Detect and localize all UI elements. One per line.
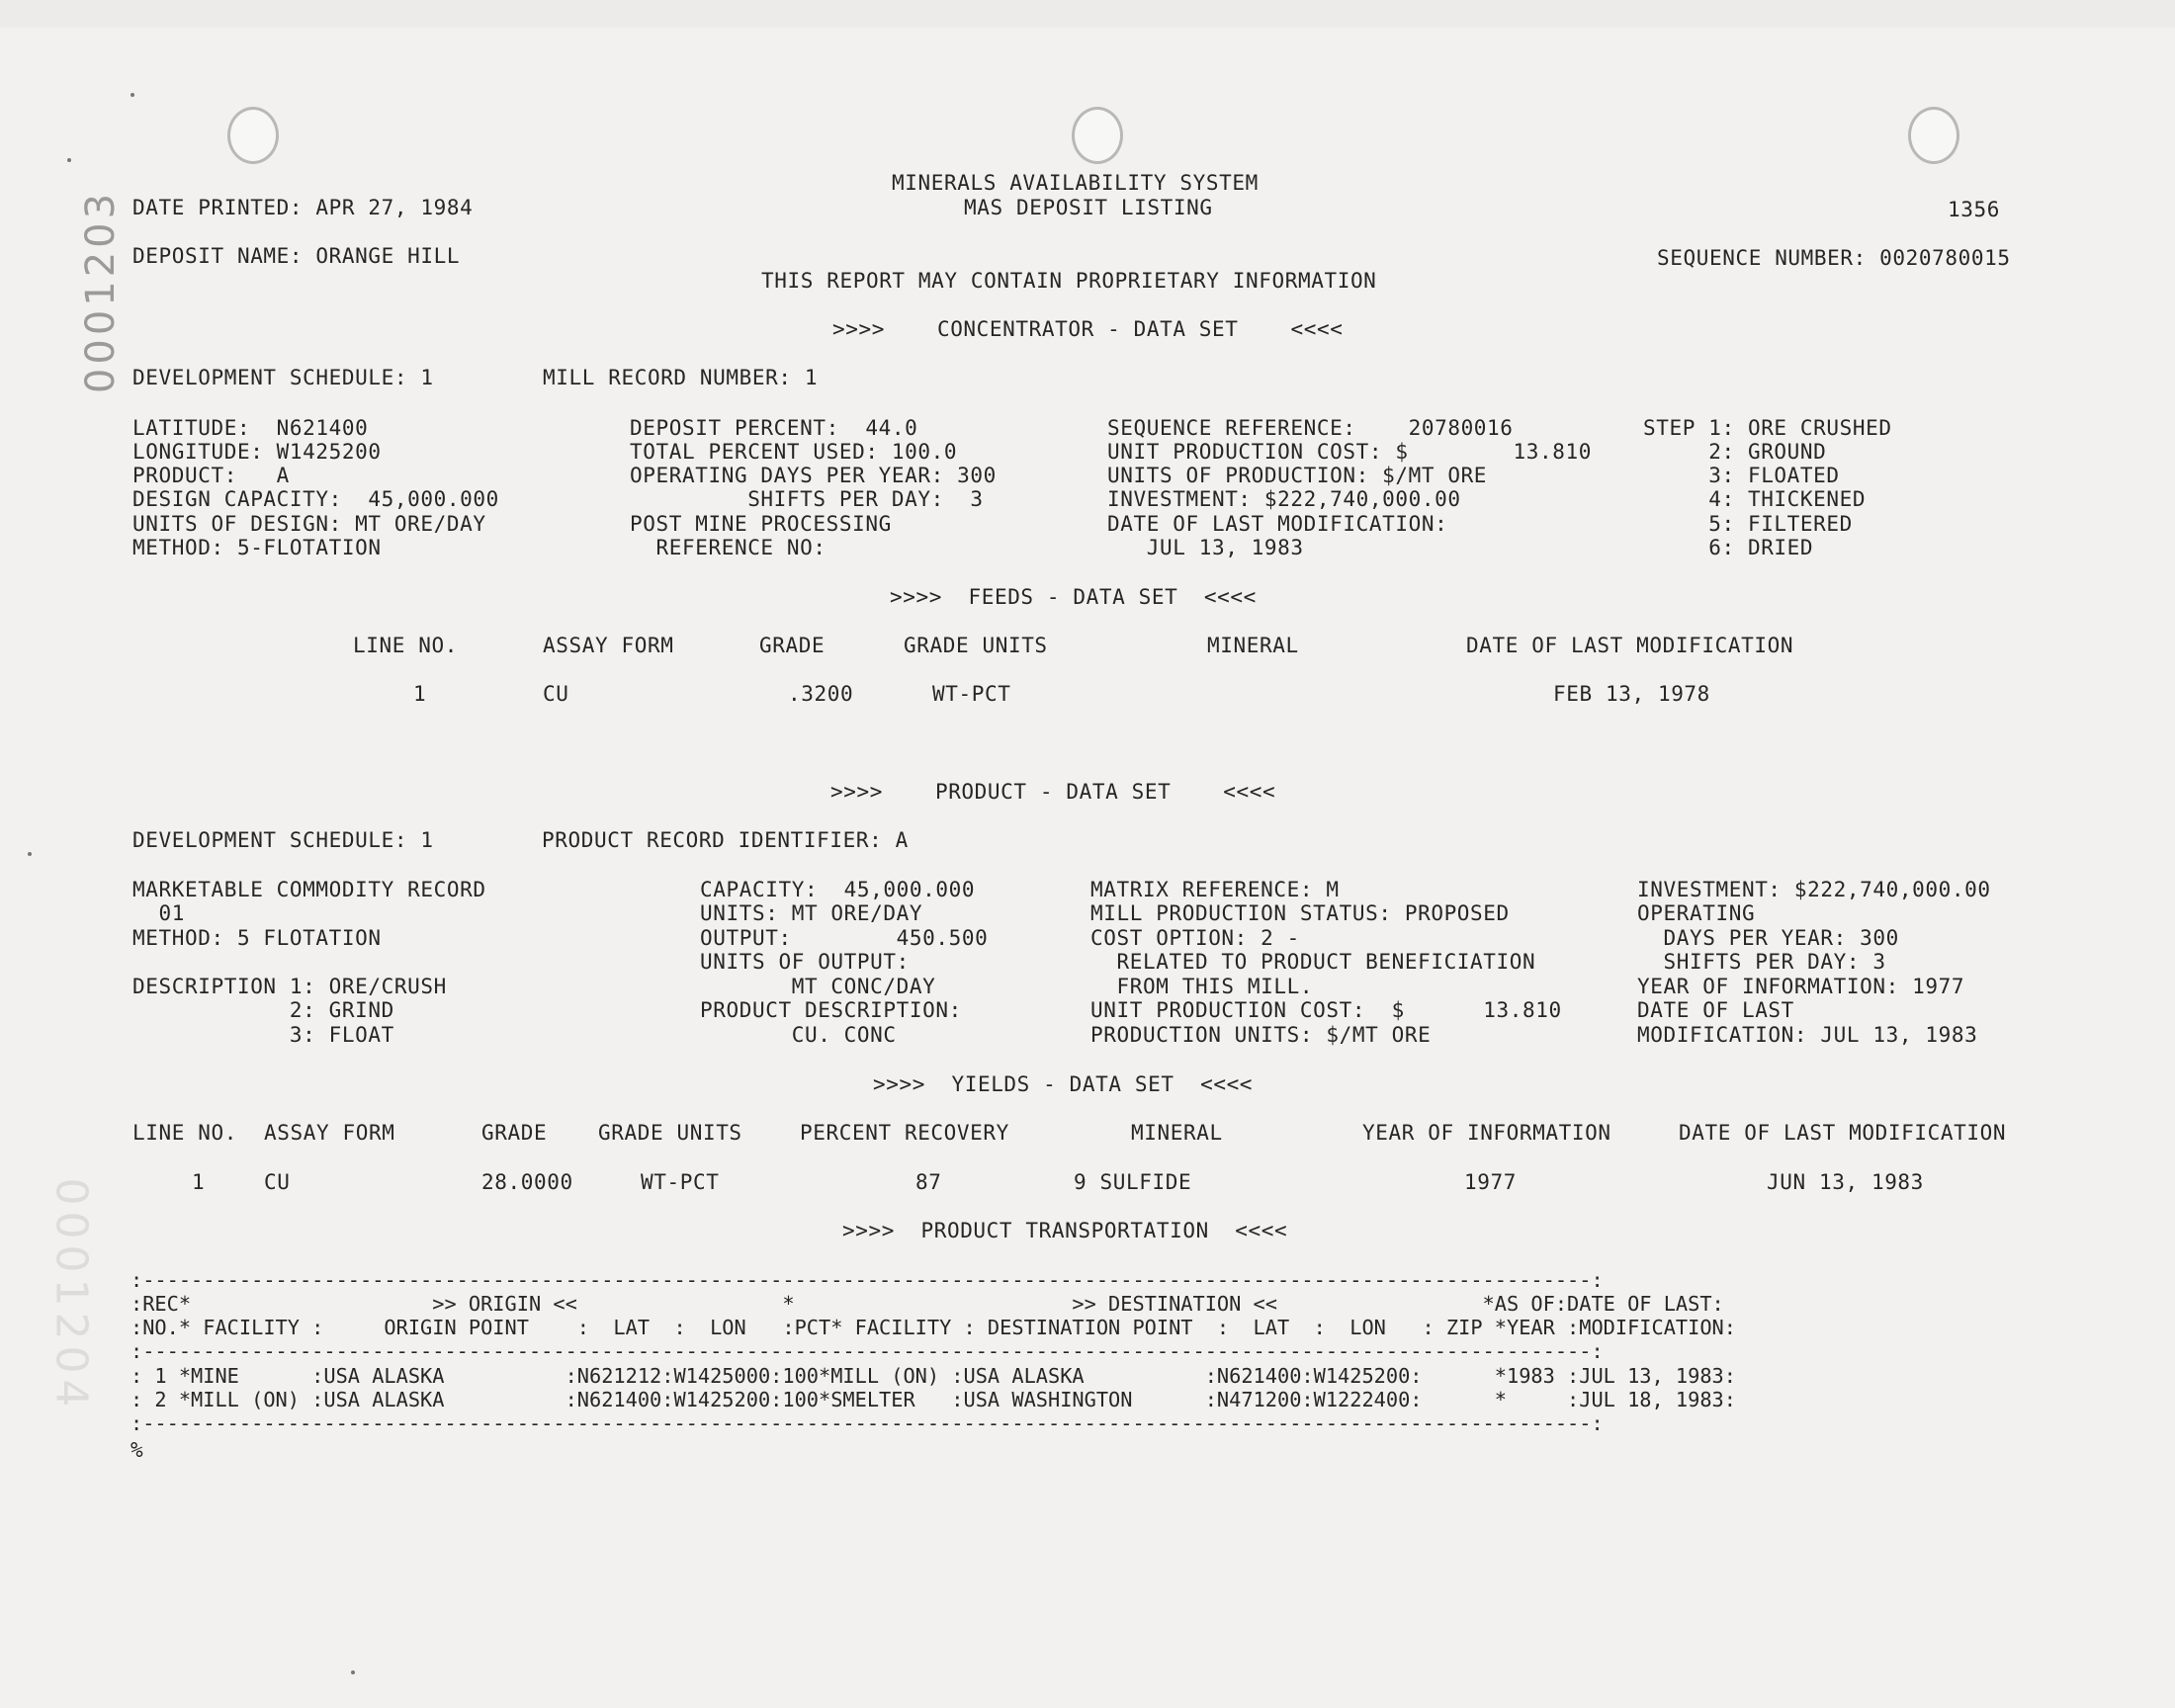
feeds-grade: .3200 [788,682,854,706]
product-development-schedule: DEVELOPMENT SCHEDULE: 1 [132,828,434,852]
post-mine-processing: POST MINE PROCESSING [630,512,892,536]
yields-assay-form: CU [264,1170,291,1194]
marketable-commodity-record: MARKETABLE COMMODITY RECORD [132,878,486,901]
development-schedule: DEVELOPMENT SCHEDULE: 1 [132,366,434,389]
yields-header-year: YEAR OF INFORMATION [1362,1121,1611,1145]
yields-grade-units: WT-PCT [641,1170,720,1194]
transport-rule-mid: :------------------------------------------------------------------------------------------------------------------------: [130,1339,1604,1363]
feeds-header-grade-units: GRADE UNITS [904,634,1048,657]
method: METHOD: 5-FLOTATION [132,536,382,559]
cost-option-detail-1: RELATED TO PRODUCT BENEFICIATION [1090,950,1536,974]
units-of-output-value: MT CONC/DAY [700,975,936,998]
date-printed: DATE PRINTED: APR 27, 1984 [132,196,474,219]
operating-label: OPERATING [1637,901,1756,925]
units-of-output: UNITS OF OUTPUT: [700,950,910,974]
step-5: 5: FILTERED [1643,512,1853,536]
product-capacity: CAPACITY: 45,000.000 [700,878,976,901]
end-of-listing-mark: % [130,1438,144,1462]
date-of-last-label: DATE OF LAST [1637,998,1794,1022]
yields-heading: >>>> YIELDS - DATA SET <<<< [873,1072,1254,1096]
operating-days: OPERATING DAYS PER YEAR: 300 [630,464,997,487]
concentrator-heading: >>>> CONCENTRATOR - DATA SET <<<< [832,317,1344,341]
transport-header-2: :NO.* FACILITY : ORIGIN POINT : LAT : LON :PCT* FACILITY : DESTINATION POINT : LAT : LON : ZIP *YEAR :MODIFICATION: [130,1316,1736,1339]
product-heading: >>>> PRODUCT - DATA SET <<<< [830,780,1276,804]
sequence-reference: SEQUENCE REFERENCE: 20780016 [1107,416,1514,440]
design-capacity: DESIGN CAPACITY: 45,000.000 [132,487,499,511]
yields-header-assay-form: ASSAY FORM [264,1121,395,1145]
proprietary-notice: THIS REPORT MAY CONTAIN PROPRIETARY INFORMATION [761,269,1377,293]
listing-title: MAS DEPOSIT LISTING [964,196,1213,219]
product-output: OUTPUT: 450.500 [700,926,989,950]
yields-date: JUN 13, 1983 [1767,1170,1924,1194]
product-modification-date: MODIFICATION: JUL 13, 1983 [1637,1023,1978,1047]
reference-no: REFERENCE NO: [630,536,826,559]
unit-production-cost: UNIT PRODUCTION COST: $ 13.810 [1107,440,1592,464]
step-4: 4: THICKENED [1643,487,1867,511]
system-title: MINERALS AVAILABILITY SYSTEM [892,171,1259,195]
product-description: PRODUCT DESCRIPTION: [700,998,962,1022]
yields-mineral: 9 SULFIDE [1074,1170,1192,1194]
feeds-header-grade: GRADE [759,634,826,657]
feeds-header-mineral: MINERAL [1207,634,1299,657]
transport-heading: >>>> PRODUCT TRANSPORTATION <<<< [842,1219,1288,1242]
scan-speck [28,852,32,856]
binder-hole-center [1072,107,1123,164]
description-2: 2: GRIND [132,998,394,1022]
yields-header-line-no: LINE NO. [132,1121,237,1145]
feeds-line-no: 1 [413,682,427,706]
total-percent-used: TOTAL PERCENT USED: 100.0 [630,440,958,464]
feeds-assay-form: CU [543,682,569,706]
product-days-per-year: DAYS PER YEAR: 300 [1637,926,1899,950]
product-units: UNITS: MT ORE/DAY [700,901,923,925]
cost-option: COST OPTION: 2 - [1090,926,1300,950]
scan-speck [351,1670,355,1674]
step-6: 6: DRIED [1643,536,1814,559]
yields-year: 1977 [1464,1170,1517,1194]
year-of-information: YEAR OF INFORMATION: 1977 [1637,975,1965,998]
step-3: 3: FLOATED [1643,464,1840,487]
page-number: 1356 [1948,198,2000,221]
feeds-header-line-no: LINE NO. [353,634,458,657]
feeds-header-assay-form: ASSAY FORM [543,634,674,657]
scan-speck [67,158,71,162]
step-2: 2: GROUND [1643,440,1827,464]
description-1: DESCRIPTION 1: ORE/CRUSH [132,975,447,998]
cost-option-detail-2: FROM THIS MILL. [1090,975,1314,998]
production-units: PRODUCTION UNITS: $/MT ORE [1090,1023,1432,1047]
units-of-production: UNITS OF PRODUCTION: $/MT ORE [1107,464,1488,487]
binder-hole-left [227,107,279,164]
product-unit-production-cost: UNIT PRODUCTION COST: $ 13.810 [1090,998,1562,1022]
date-of-last-modification: DATE OF LAST MODIFICATION: [1107,512,1448,536]
product-method: METHOD: 5 FLOTATION [132,926,382,950]
sequence-number: SEQUENCE NUMBER: 0020780015 [1657,246,2011,270]
yields-header-date: DATE OF LAST MODIFICATION [1679,1121,2007,1145]
yields-percent-recovery: 87 [915,1170,942,1194]
product-description-value: CU. CONC [700,1023,897,1047]
investment: INVESTMENT: $222,740,000.00 [1107,487,1461,511]
shifts-per-day: SHIFTS PER DAY: 3 [630,487,984,511]
bleed-through-stamp: 0001204 [45,1177,97,1412]
yields-header-mineral: MINERAL [1131,1121,1223,1145]
transport-row-1: : 1 *MINE :USA ALASKA :N621212:W1425000:100*MILL (ON) :USA ALASKA :N621400:W1425200: *1983 :JUL 13, 1983: [130,1364,1736,1388]
step-1: STEP 1: ORE CRUSHED [1643,416,1892,440]
feeds-grade-units: WT-PCT [932,682,1011,706]
description-3: 3: FLOAT [132,1023,394,1047]
yields-header-grade: GRADE [481,1121,548,1145]
feeds-date: FEB 13, 1978 [1553,682,1710,706]
yields-header-percent-recovery: PERCENT RECOVERY [800,1121,1009,1145]
feeds-header-date: DATE OF LAST MODIFICATION [1466,634,1794,657]
yields-line-no: 1 [192,1170,206,1194]
units-of-design: UNITS OF DESIGN: MT ORE/DAY [132,512,486,536]
yields-header-grade-units: GRADE UNITS [598,1121,742,1145]
scan-speck [130,93,134,97]
product-shifts-per-day: SHIFTS PER DAY: 3 [1637,950,1886,974]
mill-production-status: MILL PRODUCTION STATUS: PROPOSED [1090,901,1510,925]
commodity-record-value: 01 [132,901,185,925]
document-number-stamp: 0001203 [78,189,124,394]
transport-row-2: : 2 *MILL (ON) :USA ALASKA :N621400:W1425200:100*SMELTER :USA WASHINGTON :N471200:W1222400: * :JUL 18, 1983: [130,1388,1736,1411]
deposit-percent: DEPOSIT PERCENT: 44.0 [630,416,918,440]
latitude: LATITUDE: N621400 [132,416,369,440]
product-investment: INVESTMENT: $222,740,000.00 [1637,878,1991,901]
product-record-identifier: PRODUCT RECORD IDENTIFIER: A [542,828,909,852]
yields-grade: 28.0000 [481,1170,573,1194]
longitude: LONGITUDE: W1425200 [132,440,382,464]
deposit-name: DEPOSIT NAME: ORANGE HILL [132,244,461,268]
modification-date: JUL 13, 1983 [1107,536,1304,559]
mill-record-number: MILL RECORD NUMBER: 1 [543,366,819,389]
product: PRODUCT: A [132,464,290,487]
transport-header-1: :REC* >> ORIGIN << * >> DESTINATION << *AS OF:DATE OF LAST: [130,1292,1724,1316]
matrix-reference: MATRIX REFERENCE: M [1090,878,1340,901]
feeds-heading: >>>> FEEDS - DATA SET <<<< [890,585,1257,609]
transport-rule-bottom: :------------------------------------------------------------------------------------------------------------------------: [130,1411,1604,1435]
binder-hole-right [1908,107,1959,164]
transport-rule-top: :------------------------------------------------------------------------------------------------------------------------: [130,1268,1604,1292]
